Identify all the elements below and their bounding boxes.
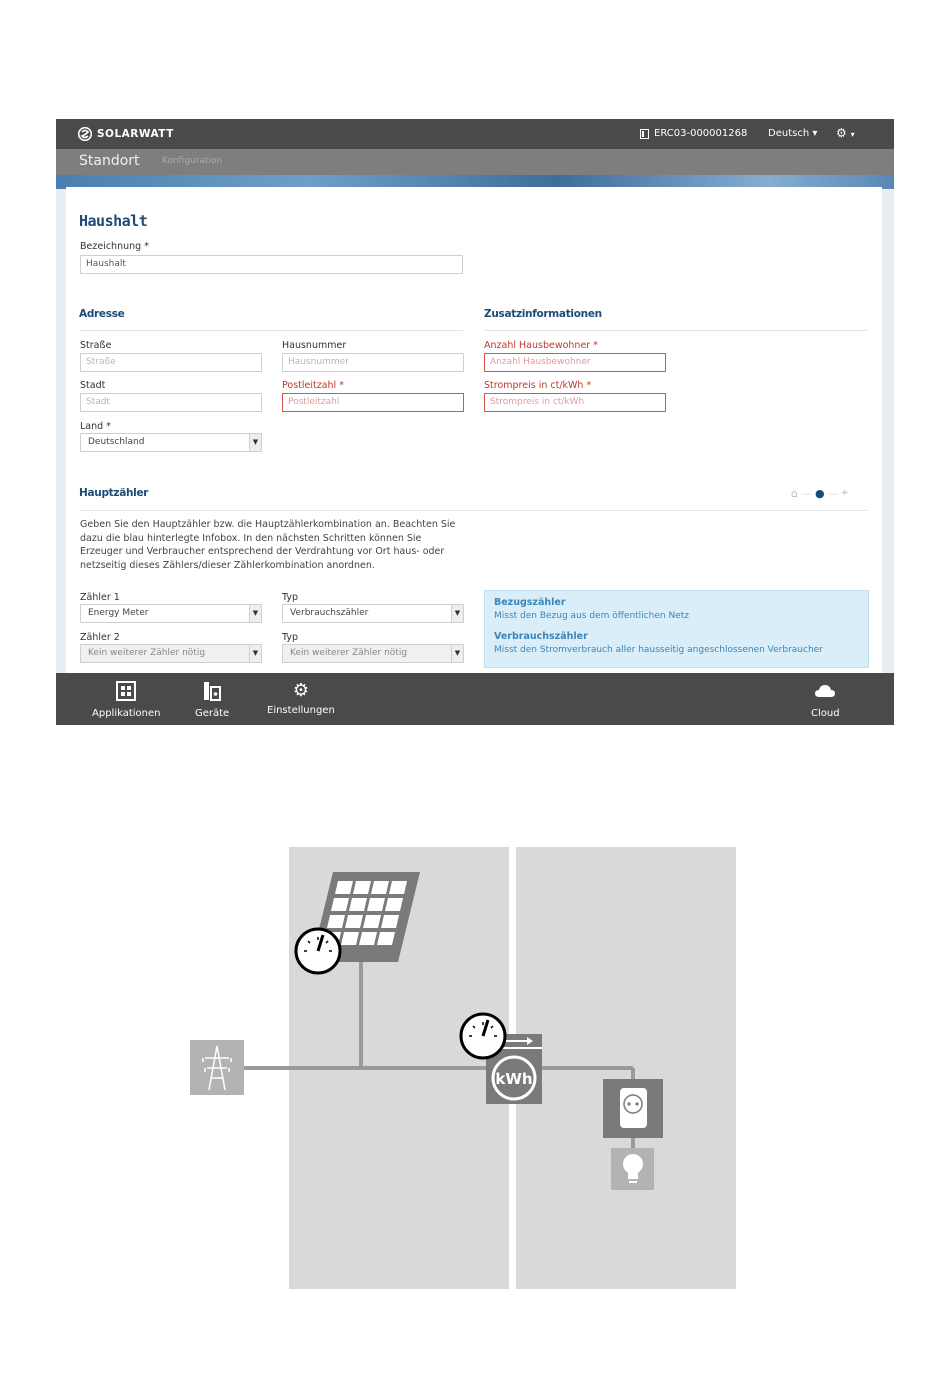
meter-heading: Hauptzähler: [79, 487, 149, 499]
chevron-down-icon: ▼: [249, 605, 261, 622]
chevron-down-icon: ▼: [451, 645, 463, 662]
gear-icon: ⚙: [292, 680, 309, 701]
postleitzahl-input[interactable]: Postleitzahl: [282, 393, 464, 412]
settings-dropdown[interactable]: ⚙ ▾: [836, 126, 855, 140]
extra-heading: Zusatzinformationen: [484, 308, 602, 320]
stadt-label: Stadt: [80, 380, 106, 391]
gauge-icon: [296, 929, 340, 973]
typ2-select[interactable]: Kein weiterer Zähler nötig ▼: [282, 644, 464, 663]
meter-kwh-label: kWh: [495, 1070, 533, 1088]
info-desc-verbrauch: Misst den Stromverbrauch aller hausseitig angeschlossenen Verbraucher: [494, 645, 823, 655]
brand-name: SOLARWATT: [97, 128, 174, 140]
socket-icon: [603, 1079, 663, 1138]
address-heading: Adresse: [79, 308, 125, 320]
info-title-verbrauch: Verbrauchszähler: [494, 631, 588, 642]
chevron-down-icon: ▼: [451, 605, 463, 622]
language-dropdown[interactable]: Deutsch ▾: [768, 128, 818, 139]
gear-icon: ⚙: [836, 126, 847, 140]
nav-einstellungen[interactable]: ⚙ Einstellungen: [267, 680, 335, 716]
device-id: ERC03-000001268: [654, 128, 748, 139]
hausnummer-label: Hausnummer: [282, 340, 347, 351]
hausnummer-input[interactable]: Hausnummer: [282, 353, 464, 372]
typ2-label: Typ: [282, 632, 298, 643]
form-title: Haushalt: [79, 212, 148, 230]
land-select[interactable]: Deutschland ▼: [80, 433, 262, 452]
meter-description: Geben Sie den Hauptzähler bzw. die Hauptzählerkombination an. Beachten Sie dazu die blau hinterlegte Infobox. In den nächsten Schritten können Sie Erzeuger und Verbraucher entsprechend der Verdrahtung vor Ort haus- oder netzseitig dieses Zählers/dieser Zählerkombination anordnen.: [80, 519, 456, 571]
page-title: Standort: [79, 153, 140, 169]
gauge-icon: [461, 1014, 505, 1058]
strasse-label: Straße: [80, 340, 112, 351]
postleitzahl-label: Postleitzahl *: [282, 380, 344, 391]
chevron-down-icon: ▼: [249, 434, 261, 451]
nav-applikationen[interactable]: Applikationen: [92, 681, 160, 719]
zaehler1-select[interactable]: Energy Meter ▼: [80, 604, 262, 623]
zaehler2-select[interactable]: Kein weiterer Zähler nötig ▼: [80, 644, 262, 663]
typ1-label: Typ: [282, 592, 298, 603]
nav-cloud[interactable]: Cloud: [811, 681, 840, 719]
strompreis-input[interactable]: Strompreis in ct/kWh: [484, 393, 666, 412]
zaehler1-label: Zähler 1: [80, 592, 120, 603]
power-line-step-icon: ⌖: [841, 486, 848, 499]
breadcrumb[interactable]: Konfiguration: [162, 156, 223, 166]
strasse-input[interactable]: Straße: [80, 353, 262, 372]
chevron-down-icon: ▼: [249, 645, 261, 662]
light-bulb-icon: [611, 1148, 654, 1190]
step-indicator: ⌂ — ● — ⌖: [791, 486, 848, 500]
home-icon: ⌂: [791, 486, 798, 500]
bezeichnung-input[interactable]: Haushalt: [80, 255, 463, 274]
power-pylon-icon: [190, 1040, 244, 1095]
land-label: Land *: [80, 421, 111, 432]
bewohner-label: Anzahl Hausbewohner *: [484, 340, 598, 351]
bezeichnung-label: Bezeichnung *: [80, 241, 149, 252]
zaehler2-label: Zähler 2: [80, 632, 120, 643]
stadt-input[interactable]: Stadt: [80, 393, 262, 412]
info-desc-bezug: Misst den Bezug aus dem öffentlichen Netz: [494, 611, 689, 621]
bewohner-input[interactable]: Anzahl Hausbewohner: [484, 353, 666, 372]
meter-step-icon: ●: [814, 486, 825, 500]
typ1-select[interactable]: Verbrauchszähler ▼: [282, 604, 464, 623]
strompreis-label: Strompreis in ct/kWh *: [484, 380, 592, 391]
info-title-bezug: Bezugszähler: [494, 597, 566, 608]
nav-geraete[interactable]: Geräte: [195, 681, 229, 719]
